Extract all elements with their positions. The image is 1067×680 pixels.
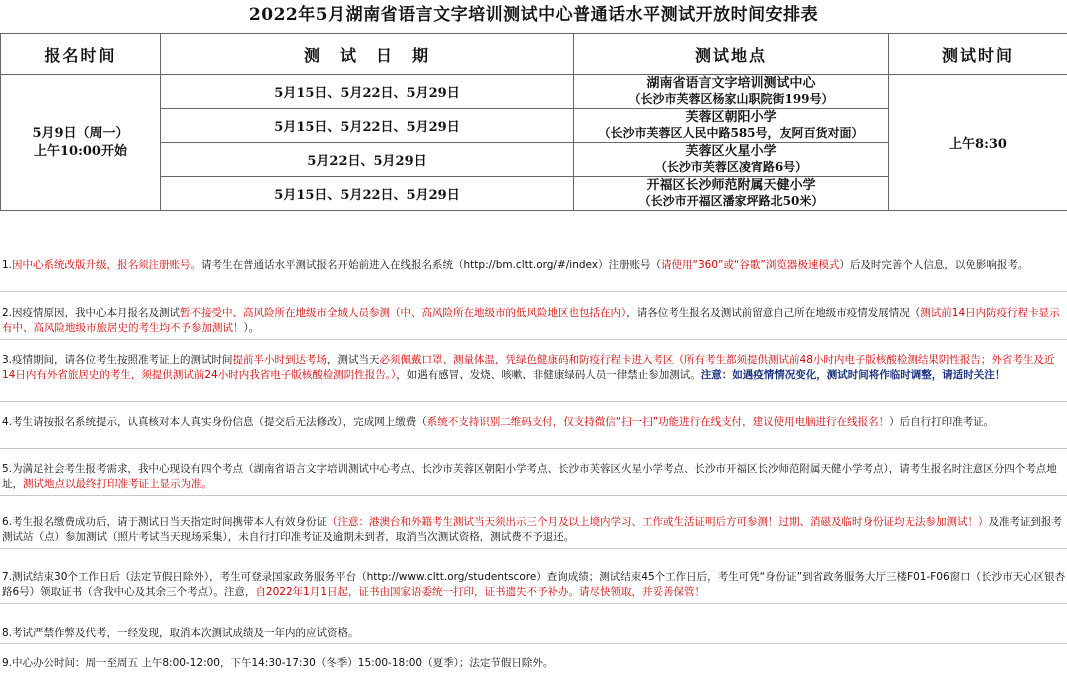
page-title: 2022年5月湖南省语言文字培训测试中心普通话水平测试开放时间安排表 [248,5,819,25]
venue-address: （长沙市芙蓉区人民中路585号，友阿百货对面） [598,126,864,140]
header-test-location: 测试地点 [574,34,889,75]
registration-start: 上午10:00开始 [34,143,127,159]
note-8: 8.考试严禁作弊及代考，一经发现，取消本次测试成绩及一年内的应试资格。 [0,626,1067,644]
note-text: 2.因疫情原因，我中心本月报名及测试 [2,307,181,319]
table-row [1,75,1067,109]
note-emphasis: 系统不支持识别二维码支付，仅支持微信“扫一扫”功能进行在线支付，建议使用电脑进行在线报名！ [426,416,890,428]
note-5 [0,462,1067,496]
note-text: ，如遇有感冒、发烧、咳嗽、非健康绿码人员一律禁止参加测试。 [396,369,701,381]
header-test-dates: 测 试 日 期 [161,34,574,75]
venue-name: 芙蓉区朝阳小学 [685,110,777,125]
schedule-table [0,33,1067,211]
venue-address: （长沙市芙蓉区杨家山职院街199号） [628,92,834,106]
venue-name: 湖南省语言文字培训测试中心 [646,76,816,91]
note-emphasis: 请使用“360”或“谷歌”浏览器极速模式 [661,259,840,271]
venue-address: （长沙市开福区潘家坪路北50米） [638,194,824,208]
venue-name: 芙蓉区火星小学 [685,144,777,159]
note-text: 1. [2,259,13,271]
venue-address: （长沙市芙蓉区凌宵路6号） [654,160,808,174]
note-text: ，测试当天 [327,354,380,366]
note-text: 请考生在普通话水平测试报名开始前进入在线报名系统（http://bm.cltt.org/#/index）注册账号（ [201,259,662,271]
note-emphasis: （注意：港澳台和外籍考生测试当天须出示三个月及以上境内学习、工作或生活证明后方可参测！过期、消磁及临时身份证均无法参加测试！） [327,516,989,528]
note-emphasis: 自2022年1月1日起，证书由国家语委统一打印，证书遗失不予补办。请尽快领取，并妥善保管！ [255,586,706,598]
note-9: 9.中心办公时间：周一至周五 上午8:00-12:00，下午14:30-17:30（冬季）15:00-18:00（夏季）；法定节假日除外。 [2,657,554,669]
venue-cell [574,109,889,143]
note-4 [0,415,1067,449]
note-emphasis: 必须佩戴口罩、测量体温，凭绿色健康码和防疫行程卡进入考区（所有考生都须提供测试前48小时内电子版核酸检测结果阴性报告；外省考生及近14日内有外省旅居史的考生，须提供测试前24小时内我省电子版核酸检测阴性报告。） [2,354,1055,381]
note-text: 6.考生报名缴费成功后，请于测试日当天指定时间携带本人有效身份证 [2,516,328,528]
note-emphasis: 提前半小时到达考场 [232,354,328,366]
note-emphasis: 测试前14日内防疫行程卡显示有中、高风险地级市旅居史的考生均不予参加测试！ [2,307,1060,334]
header-test-time: 测试时间 [889,34,1067,75]
header-registration-time: 报名时间 [1,34,161,75]
venue-cell [574,177,889,211]
note-1 [0,258,1067,292]
registration-date: 5月9日（周一） [32,125,129,141]
note-notice: 注意：如遇疫情情况变化，测试时间将作临时调整，请适时关注！ [700,369,1006,381]
test-time-cell: 上午8:30 [889,75,1067,211]
venue-cell [574,143,889,177]
note-text: 4.考生请按报名系统提示，认真核对本人真实身份信息（提交后无法修改），完成网上缴费（ [2,416,427,428]
note-3 [0,353,1067,402]
test-dates-cell: 5月22日、5月29日 [161,143,574,177]
note-text: 及准考证到报考测试站（点）参加测试（照片考试当天现场采集），未自行打印准考证及逾期未到者，取消当次测试资格，测试费不予退还。 [2,516,1063,543]
table-header-row [1,34,1067,75]
venue-cell [574,75,889,109]
note-text: ）。 [243,322,260,334]
note-text: ）后自行打印准考证。 [889,416,995,428]
note-text: 5.为满足社会考生报考需求，我中心现设有四个考点（湖南省语言文字培训测试中心考点、长沙市芙蓉区朝阳小学考点、长沙市芙蓉区火星小学考点、长沙市开福区长沙师范附属天健小学考点），请考生报名时注意区分四个考点地址， [2,463,1057,490]
test-dates-cell: 5月15日、5月22日、5月29日 [161,177,574,211]
note-2 [0,306,1067,340]
venue-name: 开福区长沙师范附属天健小学 [646,178,816,193]
note-text: ，请各位考生报名及测试前留意自己所在地级市疫情发展情况（ [626,307,921,319]
note-6 [0,515,1067,549]
note-7 [0,570,1067,604]
note-emphasis: 因中心系统改版升级，报名须注册账号。 [12,259,202,271]
note-text: ）后及时完善个人信息，以免影响报考。 [839,259,1029,271]
note-text: 3.疫情期间，请各位考生按照准考证上的测试时间 [2,354,233,366]
test-dates-cell: 5月15日、5月22日、5月29日 [161,75,574,109]
registration-cell [1,75,161,211]
note-emphasis: 暂不接受中、高风险所在地级市全域人员参测（中、高风险所在地级市的低风险地区也包括在内） [180,307,627,319]
note-text: 7.测试结束30个工作日后（法定节假日除外），考生可登录国家政务服务平台（http://www.cltt.org/studentscore）查询成绩；测试结束45个工作日后，考生可凭“身份证”到省政务服务大厅三楼F01-F06窗口（长沙市天心区银杏路6号）领取证书（含我中心及其余三个考点）。注意， [2,571,1066,598]
note-emphasis: 测试地点以最终打印准考证上显示为准。 [23,478,212,490]
test-dates-cell: 5月15日、5月22日、5月29日 [161,109,574,143]
